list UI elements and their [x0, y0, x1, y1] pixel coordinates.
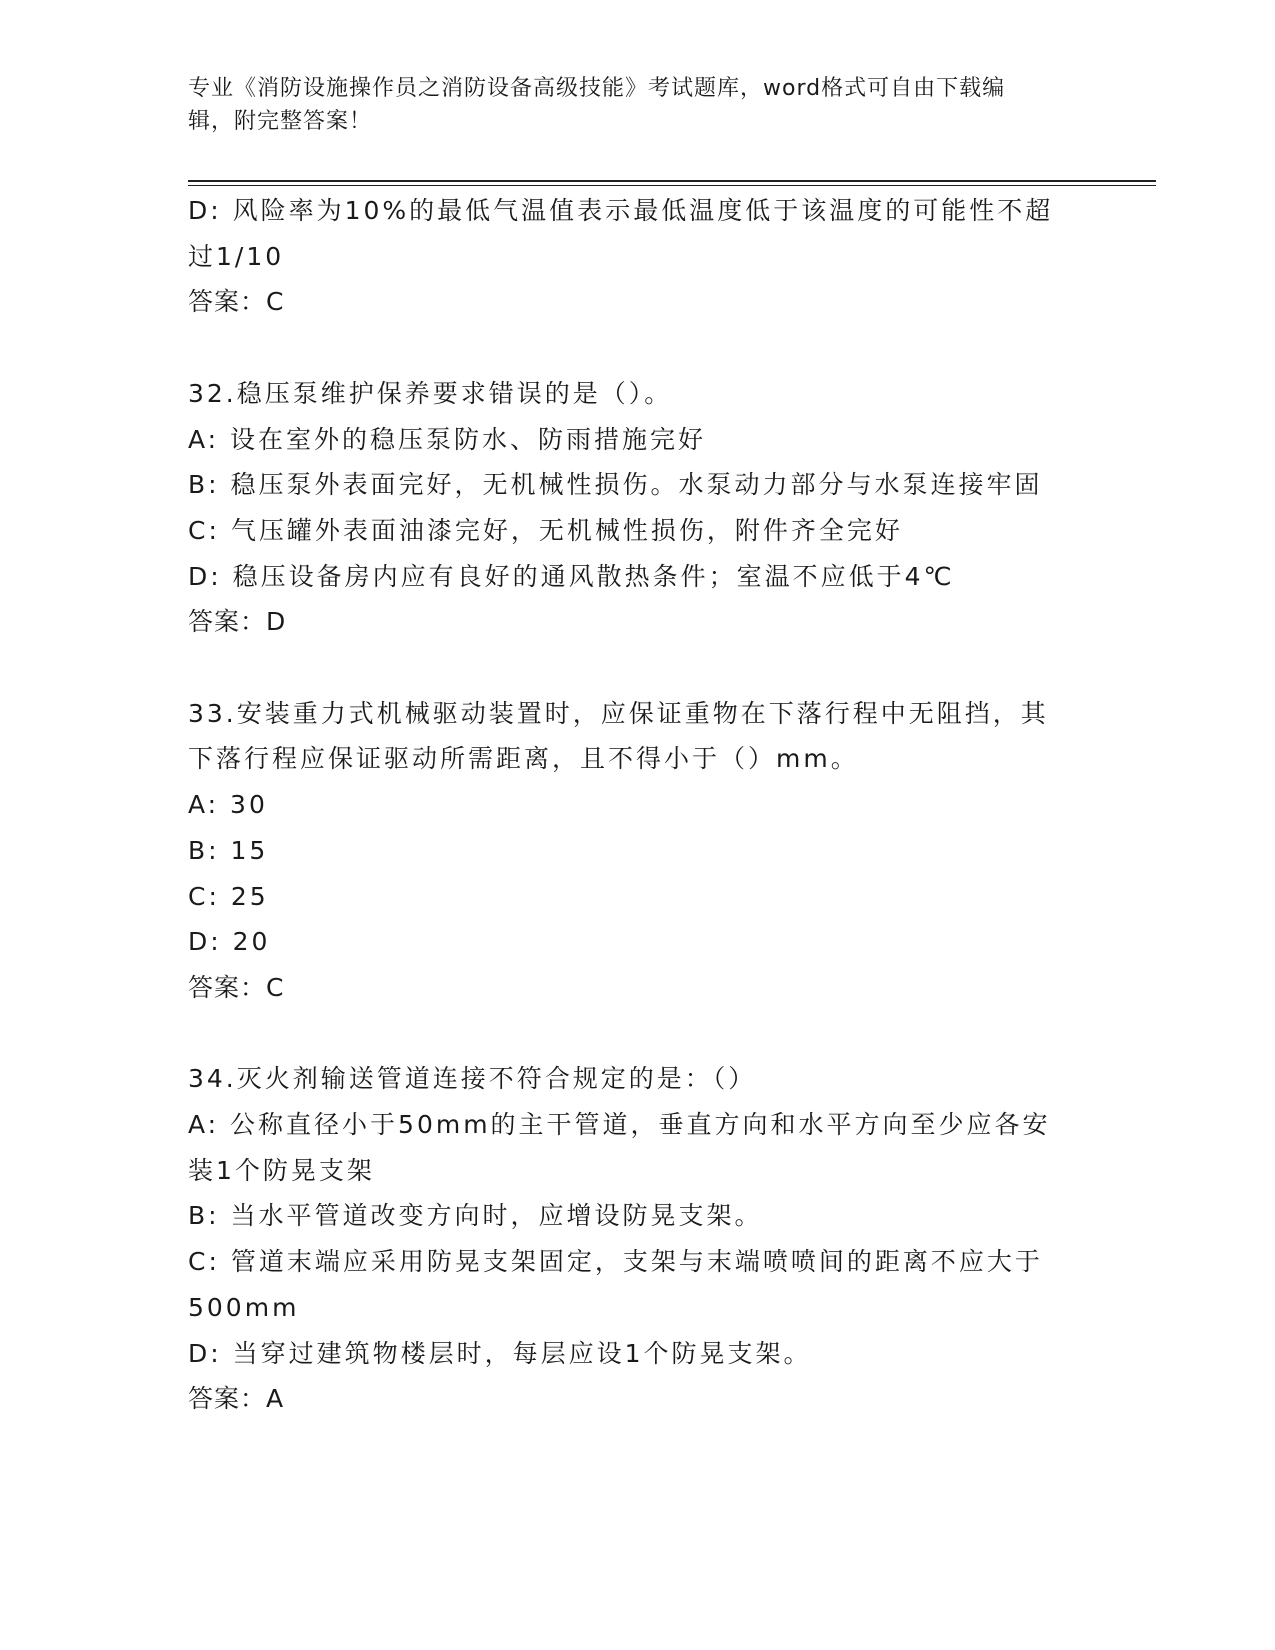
q33-option-b: B: 15: [188, 835, 269, 865]
spacer: [188, 645, 1088, 691]
document-header: [188, 72, 1068, 138]
q33-stem-line-2: 下落行程应保证驱动所需距离，且不得小于（）mm。: [188, 744, 859, 774]
header-line-1: 专业《消防设施操作员之消防设备高级技能》考试题库，word格式可自由下载编: [188, 76, 1006, 101]
header-rule-thick: [188, 180, 1156, 182]
q34-option-a-line-1: A: 公称直径小于50mm的主干管道，垂直方向和水平方向至少应各安: [188, 1110, 1051, 1140]
header-rule-thin: [188, 185, 1156, 186]
prev-option-d-line-1: D: 风险率为10%的最低气温值表示最低温度低于该温度的可能性不超: [188, 196, 1054, 225]
q34-option-b: B: 当水平管道改变方向时，应增设防晃支架。: [188, 1201, 763, 1231]
q34-option-d: D: 当穿过建筑物楼层时，每层应设1个防晃支架。: [188, 1338, 812, 1368]
spacer: [188, 1011, 1088, 1057]
q34-option-c-line-1: C: 管道末端应采用防晃支架固定，支架与末端喷喷间的距离不应大于: [188, 1247, 1043, 1277]
q34-stem: 34.灭火剂输送管道连接不符合规定的是：（）: [188, 1064, 757, 1094]
q33-answer: 答案：C: [188, 972, 285, 1002]
q34-option-a-line-2: 装1个防晃支架: [188, 1155, 375, 1185]
q33-stem-line-1: 33.安装重力式机械驱动装置时，应保证重物在下落行程中无阻挡，其: [188, 698, 1049, 728]
prev-answer: 答案：C: [188, 287, 285, 317]
q33-option-c: C: 25: [188, 881, 269, 911]
document-body: [188, 188, 1088, 1422]
q33-option-d: D: 20: [188, 927, 271, 957]
prev-option-d-line-2: 过1/10: [188, 241, 285, 271]
q32-option-a: A: 设在室外的稳压泵防水、防雨措施完好: [188, 424, 707, 454]
q32-option-d: D: 稳压设备房内应有良好的通风散热条件；室温不应低于4℃: [188, 561, 955, 591]
q34-option-c-line-2: 500mm: [188, 1292, 300, 1322]
q32-option-b: B: 稳压泵外表面完好，无机械性损伤。水泵动力部分与水泵连接牢固: [188, 470, 1043, 500]
q32-answer: 答案：D: [188, 607, 287, 637]
header-line-2: 辑，附完整答案！: [188, 109, 373, 134]
q34-answer: 答案：A: [188, 1384, 285, 1414]
q32-stem: 32.稳压泵维护保养要求错误的是（）。: [188, 378, 673, 408]
spacer: [188, 325, 1088, 371]
q32-option-c: C: 气压罐外表面油漆完好，无机械性损伤，附件齐全完好: [188, 515, 903, 545]
q33-option-a: A: 30: [188, 790, 268, 820]
